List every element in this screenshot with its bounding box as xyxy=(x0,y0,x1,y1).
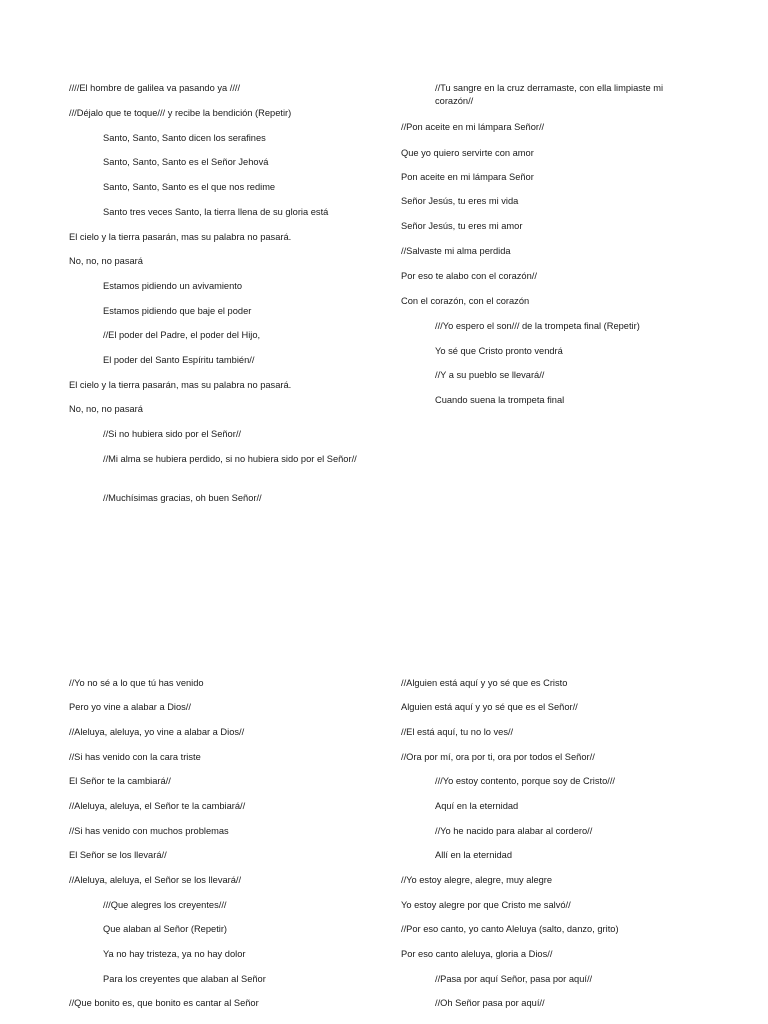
lyric-line: Pon aceite en mi lámpara Señor xyxy=(401,172,534,182)
lyric-line: El Señor se los llevará// xyxy=(69,850,167,860)
lyric-line: Ya no hay tristeza, ya no hay dolor xyxy=(103,949,246,959)
lyric-line: //Pon aceite en mi lámpara Señor// xyxy=(401,122,545,132)
lyric-line: Señor Jesús, tu eres mi amor xyxy=(401,221,523,231)
lyric-line: //Yo he nacido para alabar al cordero// xyxy=(435,826,593,836)
lyric-line: //Si no hubiera sido por el Señor// xyxy=(103,429,241,439)
lyric-line: Por eso canto aleluya, gloria a Dios// xyxy=(401,949,553,959)
lyric-line: Cuando suena la trompeta final xyxy=(435,395,565,405)
lyric-line: Santo tres veces Santo, la tierra llena de su gloria está xyxy=(103,207,329,217)
lyric-line: El cielo y la tierra pasarán, mas su palabra no pasará. xyxy=(69,232,292,242)
lyric-line: //Tu sangre en la cruz derramaste, con ella limpiaste mi corazón// xyxy=(435,83,664,106)
lyric-line: //Ora por mí, ora por ti, ora por todos el Señor// xyxy=(401,752,595,762)
lyric-line: Para los creyentes que alaban al Señor xyxy=(103,974,266,984)
lyric-line: ///Déjalo que te toque/// y recibe la bendición (Repetir) xyxy=(69,108,292,118)
lyric-line: //Salvaste mi alma perdida xyxy=(401,246,511,256)
lyric-line: //El está aquí, tu no lo ves// xyxy=(401,727,514,737)
lyric-line: No, no, no pasará xyxy=(69,404,143,414)
lyric-line: //Si has venido con muchos problemas xyxy=(69,826,229,836)
lyric-line: //Yo estoy alegre, alegre, muy alegre xyxy=(401,875,553,885)
lyric-line: //Si has venido con la cara triste xyxy=(69,752,201,762)
lyric-line: //Que bonito es, que bonito es cantar al Señor xyxy=(69,998,259,1008)
lyric-line: //Aleluya, aleluya, yo vine a alabar a Dios// xyxy=(69,727,245,737)
lyric-line: Estamos pidiendo que baje el poder xyxy=(103,306,252,316)
lyric-line: Alguien está aquí y yo sé que es el Señor// xyxy=(401,702,578,712)
lyric-line: Santo, Santo, Santo es el que nos redime xyxy=(103,182,276,192)
lyric-line: //Pasa por aquí Señor, pasa por aquí// xyxy=(435,974,593,984)
lyric-line: //Aleluya, aleluya, el Señor se los llevará// xyxy=(69,875,242,885)
lyric-line: //Oh Señor pasa por aquí// xyxy=(435,998,545,1008)
lyric-line: ///Que alegres los creyentes/// xyxy=(103,900,227,910)
lyric-line: No, no, no pasará xyxy=(69,256,143,266)
lyric-line: Que alaban al Señor (Repetir) xyxy=(103,924,228,934)
lyric-line: El cielo y la tierra pasarán, mas su palabra no pasará. xyxy=(69,380,292,390)
lyric-line: //Por eso canto, yo canto Aleluya (salto, danzo, grito) xyxy=(401,924,619,934)
lyric-line: //Aleluya, aleluya, el Señor te la cambiará// xyxy=(69,801,246,811)
lyric-line: Por eso te alabo con el corazón// xyxy=(401,271,537,281)
lyric-line: ////El hombre de galilea va pasando ya //// xyxy=(69,83,241,93)
lyric-line: //Yo no sé a lo que tú has venido xyxy=(69,678,204,688)
lyric-line: Aquí en la eternidad xyxy=(435,801,519,811)
lyric-line: //Muchísimas gracias, oh buen Señor// xyxy=(103,493,262,503)
lyric-line: Con el corazón, con el corazón xyxy=(401,296,530,306)
lyric-line: //El poder del Padre, el poder del Hijo, xyxy=(103,330,261,340)
lyric-line: Pero yo vine a alabar a Dios// xyxy=(69,702,191,712)
lyric-line: //Alguien está aquí y yo sé que es Cristo xyxy=(401,678,568,688)
lyric-line: Estamos pidiendo un avivamiento xyxy=(103,281,243,291)
lyric-line: //Y a su pueblo se llevará// xyxy=(435,370,545,380)
lyric-line: El Señor te la cambiará// xyxy=(69,776,171,786)
lyric-line: ///Yo espero el son/// de la trompeta final (Repetir) xyxy=(435,321,640,331)
lyric-line: Señor Jesús, tu eres mi vida xyxy=(401,196,519,206)
lyric-line: Yo sé que Cristo pronto vendrá xyxy=(435,346,563,356)
lyric-line: Que yo quiero servirte con amor xyxy=(401,148,534,158)
lyric-line: Yo estoy alegre por que Cristo me salvó// xyxy=(401,900,571,910)
lyric-line: El poder del Santo Espíritu también// xyxy=(103,355,255,365)
lyric-line: Santo, Santo, Santo dicen los serafines xyxy=(103,133,266,143)
lyric-line: ///Yo estoy contento, porque soy de Cristo/// xyxy=(435,776,616,786)
lyric-line: Allí en la eternidad xyxy=(435,850,513,860)
lyric-line: //Mi alma se hubiera perdido, si no hubiera sido por el Señor// xyxy=(103,454,357,464)
lyric-line: Santo, Santo, Santo es el Señor Jehová xyxy=(103,157,269,167)
